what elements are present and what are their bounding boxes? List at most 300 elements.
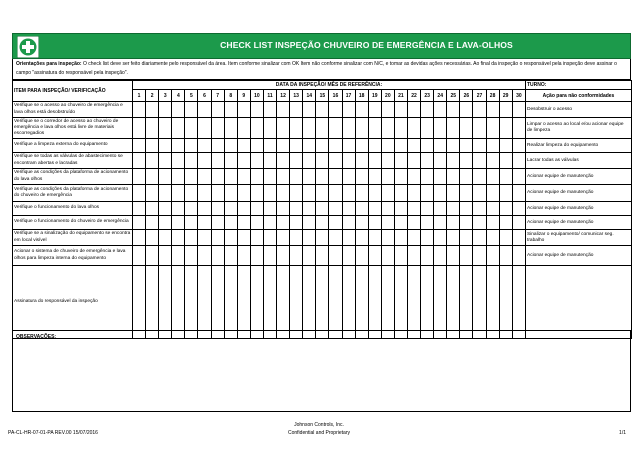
day-check-cell[interactable] — [447, 216, 460, 230]
day-signature-cell[interactable] — [277, 266, 290, 339]
day-check-cell[interactable] — [368, 216, 381, 230]
day-check-cell[interactable] — [290, 102, 303, 118]
day-check-cell[interactable] — [329, 102, 342, 118]
day-check-cell[interactable] — [277, 230, 290, 246]
day-check-cell[interactable] — [172, 246, 185, 266]
day-check-cell[interactable] — [303, 216, 316, 230]
day-check-cell[interactable] — [512, 102, 525, 118]
day-check-cell[interactable] — [499, 216, 512, 230]
day-check-cell[interactable] — [421, 118, 434, 139]
day-signature-cell[interactable] — [316, 266, 329, 339]
day-signature-cell[interactable] — [263, 266, 276, 339]
day-check-cell[interactable] — [473, 153, 486, 169]
day-check-cell[interactable] — [342, 139, 355, 153]
day-check-cell[interactable] — [316, 230, 329, 246]
day-check-cell[interactable] — [381, 139, 394, 153]
day-check-cell[interactable] — [146, 202, 159, 216]
day-check-cell[interactable] — [172, 102, 185, 118]
day-check-cell[interactable] — [133, 169, 146, 185]
day-check-cell[interactable] — [277, 246, 290, 266]
day-check-cell[interactable] — [447, 139, 460, 153]
day-check-cell[interactable] — [407, 246, 420, 266]
day-check-cell[interactable] — [303, 246, 316, 266]
day-check-cell[interactable] — [329, 139, 342, 153]
day-check-cell[interactable] — [277, 118, 290, 139]
day-check-cell[interactable] — [237, 139, 250, 153]
day-check-cell[interactable] — [237, 153, 250, 169]
day-check-cell[interactable] — [355, 185, 368, 202]
day-check-cell[interactable] — [394, 139, 407, 153]
day-check-cell[interactable] — [381, 185, 394, 202]
day-check-cell[interactable] — [159, 185, 172, 202]
day-signature-cell[interactable] — [473, 266, 486, 339]
day-check-cell[interactable] — [146, 169, 159, 185]
day-check-cell[interactable] — [407, 230, 420, 246]
day-check-cell[interactable] — [381, 153, 394, 169]
day-check-cell[interactable] — [342, 185, 355, 202]
day-check-cell[interactable] — [394, 153, 407, 169]
day-check-cell[interactable] — [172, 169, 185, 185]
day-check-cell[interactable] — [290, 169, 303, 185]
day-check-cell[interactable] — [211, 139, 224, 153]
day-check-cell[interactable] — [486, 216, 499, 230]
day-check-cell[interactable] — [277, 216, 290, 230]
day-check-cell[interactable] — [277, 102, 290, 118]
day-check-cell[interactable] — [185, 118, 198, 139]
day-check-cell[interactable] — [133, 202, 146, 216]
day-check-cell[interactable] — [224, 169, 237, 185]
day-check-cell[interactable] — [316, 118, 329, 139]
day-check-cell[interactable] — [329, 202, 342, 216]
day-signature-cell[interactable] — [499, 266, 512, 339]
day-check-cell[interactable] — [447, 246, 460, 266]
day-check-cell[interactable] — [211, 185, 224, 202]
day-check-cell[interactable] — [368, 230, 381, 246]
day-check-cell[interactable] — [394, 202, 407, 216]
day-check-cell[interactable] — [224, 118, 237, 139]
day-check-cell[interactable] — [224, 230, 237, 246]
day-check-cell[interactable] — [303, 202, 316, 216]
day-check-cell[interactable] — [263, 216, 276, 230]
day-check-cell[interactable] — [133, 102, 146, 118]
day-check-cell[interactable] — [146, 102, 159, 118]
day-check-cell[interactable] — [499, 185, 512, 202]
day-check-cell[interactable] — [512, 185, 525, 202]
day-check-cell[interactable] — [460, 230, 473, 246]
day-check-cell[interactable] — [434, 230, 447, 246]
day-check-cell[interactable] — [211, 153, 224, 169]
day-signature-cell[interactable] — [355, 266, 368, 339]
day-check-cell[interactable] — [460, 216, 473, 230]
day-check-cell[interactable] — [460, 118, 473, 139]
day-check-cell[interactable] — [198, 169, 211, 185]
day-check-cell[interactable] — [342, 202, 355, 216]
day-check-cell[interactable] — [146, 153, 159, 169]
day-check-cell[interactable] — [290, 139, 303, 153]
day-check-cell[interactable] — [355, 246, 368, 266]
day-check-cell[interactable] — [133, 139, 146, 153]
day-check-cell[interactable] — [211, 246, 224, 266]
day-check-cell[interactable] — [211, 230, 224, 246]
day-check-cell[interactable] — [159, 102, 172, 118]
day-check-cell[interactable] — [394, 169, 407, 185]
day-check-cell[interactable] — [368, 202, 381, 216]
day-check-cell[interactable] — [316, 102, 329, 118]
day-check-cell[interactable] — [263, 246, 276, 266]
day-check-cell[interactable] — [224, 139, 237, 153]
day-check-cell[interactable] — [237, 202, 250, 216]
day-check-cell[interactable] — [277, 139, 290, 153]
day-check-cell[interactable] — [263, 169, 276, 185]
day-check-cell[interactable] — [434, 118, 447, 139]
day-check-cell[interactable] — [512, 246, 525, 266]
day-check-cell[interactable] — [146, 246, 159, 266]
day-check-cell[interactable] — [460, 246, 473, 266]
day-check-cell[interactable] — [303, 169, 316, 185]
day-check-cell[interactable] — [250, 216, 263, 230]
day-signature-cell[interactable] — [394, 266, 407, 339]
day-check-cell[interactable] — [486, 185, 499, 202]
day-check-cell[interactable] — [159, 169, 172, 185]
day-check-cell[interactable] — [329, 153, 342, 169]
day-check-cell[interactable] — [211, 216, 224, 230]
day-check-cell[interactable] — [368, 118, 381, 139]
day-check-cell[interactable] — [407, 153, 420, 169]
day-check-cell[interactable] — [381, 202, 394, 216]
day-check-cell[interactable] — [159, 153, 172, 169]
day-check-cell[interactable] — [460, 139, 473, 153]
day-check-cell[interactable] — [172, 230, 185, 246]
day-signature-cell[interactable] — [224, 266, 237, 339]
day-check-cell[interactable] — [421, 169, 434, 185]
day-check-cell[interactable] — [407, 139, 420, 153]
day-check-cell[interactable] — [394, 102, 407, 118]
day-check-cell[interactable] — [263, 185, 276, 202]
day-check-cell[interactable] — [185, 169, 198, 185]
day-signature-cell[interactable] — [159, 266, 172, 339]
day-check-cell[interactable] — [381, 230, 394, 246]
day-check-cell[interactable] — [460, 202, 473, 216]
day-check-cell[interactable] — [407, 118, 420, 139]
day-check-cell[interactable] — [421, 185, 434, 202]
day-check-cell[interactable] — [512, 139, 525, 153]
day-check-cell[interactable] — [263, 230, 276, 246]
day-check-cell[interactable] — [159, 139, 172, 153]
day-check-cell[interactable] — [434, 102, 447, 118]
day-signature-cell[interactable] — [447, 266, 460, 339]
day-check-cell[interactable] — [172, 139, 185, 153]
day-check-cell[interactable] — [263, 153, 276, 169]
day-check-cell[interactable] — [133, 216, 146, 230]
day-check-cell[interactable] — [159, 246, 172, 266]
day-signature-cell[interactable] — [342, 266, 355, 339]
day-check-cell[interactable] — [185, 139, 198, 153]
day-check-cell[interactable] — [172, 118, 185, 139]
day-check-cell[interactable] — [329, 185, 342, 202]
day-check-cell[interactable] — [473, 202, 486, 216]
day-check-cell[interactable] — [237, 169, 250, 185]
day-check-cell[interactable] — [447, 185, 460, 202]
day-signature-cell[interactable] — [172, 266, 185, 339]
day-check-cell[interactable] — [316, 185, 329, 202]
day-check-cell[interactable] — [447, 169, 460, 185]
day-check-cell[interactable] — [290, 153, 303, 169]
day-check-cell[interactable] — [198, 246, 211, 266]
day-check-cell[interactable] — [224, 216, 237, 230]
day-check-cell[interactable] — [486, 169, 499, 185]
day-check-cell[interactable] — [434, 185, 447, 202]
day-check-cell[interactable] — [407, 185, 420, 202]
day-signature-cell[interactable] — [421, 266, 434, 339]
day-check-cell[interactable] — [355, 139, 368, 153]
day-check-cell[interactable] — [342, 216, 355, 230]
day-check-cell[interactable] — [159, 118, 172, 139]
day-signature-cell[interactable] — [381, 266, 394, 339]
day-signature-cell[interactable] — [250, 266, 263, 339]
day-check-cell[interactable] — [434, 246, 447, 266]
day-check-cell[interactable] — [381, 216, 394, 230]
day-check-cell[interactable] — [329, 118, 342, 139]
day-check-cell[interactable] — [316, 202, 329, 216]
day-check-cell[interactable] — [407, 202, 420, 216]
day-check-cell[interactable] — [224, 102, 237, 118]
day-check-cell[interactable] — [499, 230, 512, 246]
day-check-cell[interactable] — [355, 230, 368, 246]
day-signature-cell[interactable] — [486, 266, 499, 339]
day-check-cell[interactable] — [250, 230, 263, 246]
day-check-cell[interactable] — [290, 202, 303, 216]
day-check-cell[interactable] — [146, 185, 159, 202]
day-check-cell[interactable] — [185, 230, 198, 246]
day-check-cell[interactable] — [460, 102, 473, 118]
day-signature-cell[interactable] — [198, 266, 211, 339]
day-check-cell[interactable] — [407, 102, 420, 118]
day-check-cell[interactable] — [185, 202, 198, 216]
day-check-cell[interactable] — [473, 246, 486, 266]
day-check-cell[interactable] — [381, 246, 394, 266]
day-check-cell[interactable] — [355, 216, 368, 230]
day-check-cell[interactable] — [447, 102, 460, 118]
day-check-cell[interactable] — [329, 169, 342, 185]
day-check-cell[interactable] — [486, 230, 499, 246]
day-check-cell[interactable] — [381, 169, 394, 185]
day-signature-cell[interactable] — [329, 266, 342, 339]
day-check-cell[interactable] — [146, 230, 159, 246]
day-check-cell[interactable] — [355, 102, 368, 118]
day-check-cell[interactable] — [198, 216, 211, 230]
day-check-cell[interactable] — [172, 216, 185, 230]
day-signature-cell[interactable] — [185, 266, 198, 339]
day-check-cell[interactable] — [303, 153, 316, 169]
day-check-cell[interactable] — [499, 246, 512, 266]
day-check-cell[interactable] — [329, 230, 342, 246]
day-check-cell[interactable] — [512, 153, 525, 169]
day-check-cell[interactable] — [277, 153, 290, 169]
day-check-cell[interactable] — [421, 102, 434, 118]
day-check-cell[interactable] — [250, 202, 263, 216]
day-check-cell[interactable] — [499, 153, 512, 169]
day-check-cell[interactable] — [146, 216, 159, 230]
day-check-cell[interactable] — [368, 102, 381, 118]
day-check-cell[interactable] — [133, 246, 146, 266]
day-check-cell[interactable] — [146, 139, 159, 153]
day-check-cell[interactable] — [303, 102, 316, 118]
day-check-cell[interactable] — [355, 153, 368, 169]
day-check-cell[interactable] — [512, 169, 525, 185]
day-check-cell[interactable] — [290, 216, 303, 230]
day-check-cell[interactable] — [237, 230, 250, 246]
day-check-cell[interactable] — [434, 169, 447, 185]
day-check-cell[interactable] — [316, 246, 329, 266]
day-check-cell[interactable] — [198, 202, 211, 216]
day-check-cell[interactable] — [159, 216, 172, 230]
day-check-cell[interactable] — [473, 139, 486, 153]
day-check-cell[interactable] — [198, 185, 211, 202]
day-check-cell[interactable] — [460, 169, 473, 185]
day-check-cell[interactable] — [460, 153, 473, 169]
day-check-cell[interactable] — [329, 246, 342, 266]
day-check-cell[interactable] — [512, 118, 525, 139]
day-check-cell[interactable] — [342, 153, 355, 169]
day-check-cell[interactable] — [290, 230, 303, 246]
day-check-cell[interactable] — [355, 202, 368, 216]
day-check-cell[interactable] — [499, 139, 512, 153]
day-check-cell[interactable] — [172, 153, 185, 169]
day-check-cell[interactable] — [499, 202, 512, 216]
day-check-cell[interactable] — [250, 169, 263, 185]
day-check-cell[interactable] — [211, 102, 224, 118]
day-check-cell[interactable] — [421, 202, 434, 216]
day-check-cell[interactable] — [211, 169, 224, 185]
day-check-cell[interactable] — [277, 169, 290, 185]
day-check-cell[interactable] — [224, 153, 237, 169]
day-check-cell[interactable] — [342, 230, 355, 246]
day-check-cell[interactable] — [185, 153, 198, 169]
day-check-cell[interactable] — [421, 230, 434, 246]
day-check-cell[interactable] — [303, 230, 316, 246]
day-check-cell[interactable] — [499, 169, 512, 185]
day-check-cell[interactable] — [198, 102, 211, 118]
day-check-cell[interactable] — [250, 185, 263, 202]
day-signature-cell[interactable] — [237, 266, 250, 339]
day-check-cell[interactable] — [290, 246, 303, 266]
observations-box[interactable] — [12, 330, 631, 412]
day-check-cell[interactable] — [172, 185, 185, 202]
day-check-cell[interactable] — [394, 230, 407, 246]
day-check-cell[interactable] — [316, 153, 329, 169]
day-check-cell[interactable] — [486, 139, 499, 153]
day-check-cell[interactable] — [237, 102, 250, 118]
day-check-cell[interactable] — [224, 246, 237, 266]
day-signature-cell[interactable] — [368, 266, 381, 339]
day-check-cell[interactable] — [434, 216, 447, 230]
day-check-cell[interactable] — [237, 246, 250, 266]
day-check-cell[interactable] — [486, 153, 499, 169]
day-check-cell[interactable] — [133, 153, 146, 169]
day-check-cell[interactable] — [355, 169, 368, 185]
day-check-cell[interactable] — [250, 102, 263, 118]
day-check-cell[interactable] — [486, 246, 499, 266]
day-check-cell[interactable] — [381, 102, 394, 118]
day-check-cell[interactable] — [512, 202, 525, 216]
day-check-cell[interactable] — [303, 185, 316, 202]
day-check-cell[interactable] — [133, 118, 146, 139]
day-check-cell[interactable] — [381, 118, 394, 139]
day-check-cell[interactable] — [342, 246, 355, 266]
day-check-cell[interactable] — [277, 202, 290, 216]
day-check-cell[interactable] — [316, 169, 329, 185]
day-check-cell[interactable] — [447, 153, 460, 169]
day-check-cell[interactable] — [250, 246, 263, 266]
day-check-cell[interactable] — [133, 185, 146, 202]
day-check-cell[interactable] — [250, 139, 263, 153]
day-check-cell[interactable] — [329, 216, 342, 230]
day-signature-cell[interactable] — [133, 266, 146, 339]
day-check-cell[interactable] — [263, 139, 276, 153]
day-check-cell[interactable] — [303, 139, 316, 153]
day-check-cell[interactable] — [316, 216, 329, 230]
day-check-cell[interactable] — [512, 230, 525, 246]
day-check-cell[interactable] — [250, 153, 263, 169]
day-check-cell[interactable] — [211, 118, 224, 139]
day-check-cell[interactable] — [394, 246, 407, 266]
day-check-cell[interactable] — [421, 153, 434, 169]
day-check-cell[interactable] — [185, 185, 198, 202]
day-signature-cell[interactable] — [290, 266, 303, 339]
day-check-cell[interactable] — [447, 118, 460, 139]
day-check-cell[interactable] — [473, 102, 486, 118]
day-check-cell[interactable] — [185, 216, 198, 230]
day-check-cell[interactable] — [394, 185, 407, 202]
day-check-cell[interactable] — [460, 185, 473, 202]
day-check-cell[interactable] — [146, 118, 159, 139]
day-signature-cell[interactable] — [512, 266, 525, 339]
day-check-cell[interactable] — [421, 139, 434, 153]
day-check-cell[interactable] — [342, 102, 355, 118]
day-signature-cell[interactable] — [407, 266, 420, 339]
day-check-cell[interactable] — [473, 185, 486, 202]
day-check-cell[interactable] — [473, 216, 486, 230]
day-check-cell[interactable] — [237, 216, 250, 230]
day-check-cell[interactable] — [342, 118, 355, 139]
day-check-cell[interactable] — [198, 153, 211, 169]
day-check-cell[interactable] — [473, 118, 486, 139]
day-check-cell[interactable] — [499, 102, 512, 118]
day-check-cell[interactable] — [486, 202, 499, 216]
day-check-cell[interactable] — [407, 169, 420, 185]
day-check-cell[interactable] — [250, 118, 263, 139]
day-check-cell[interactable] — [355, 118, 368, 139]
day-check-cell[interactable] — [473, 230, 486, 246]
day-check-cell[interactable] — [290, 118, 303, 139]
day-check-cell[interactable] — [316, 139, 329, 153]
day-check-cell[interactable] — [342, 169, 355, 185]
day-check-cell[interactable] — [211, 202, 224, 216]
day-check-cell[interactable] — [277, 185, 290, 202]
day-check-cell[interactable] — [434, 202, 447, 216]
day-check-cell[interactable] — [237, 118, 250, 139]
day-check-cell[interactable] — [447, 230, 460, 246]
day-check-cell[interactable] — [512, 216, 525, 230]
day-check-cell[interactable] — [224, 185, 237, 202]
day-check-cell[interactable] — [486, 102, 499, 118]
day-check-cell[interactable] — [394, 118, 407, 139]
day-check-cell[interactable] — [159, 230, 172, 246]
day-check-cell[interactable] — [263, 102, 276, 118]
day-check-cell[interactable] — [198, 230, 211, 246]
day-check-cell[interactable] — [407, 216, 420, 230]
day-signature-cell[interactable] — [434, 266, 447, 339]
